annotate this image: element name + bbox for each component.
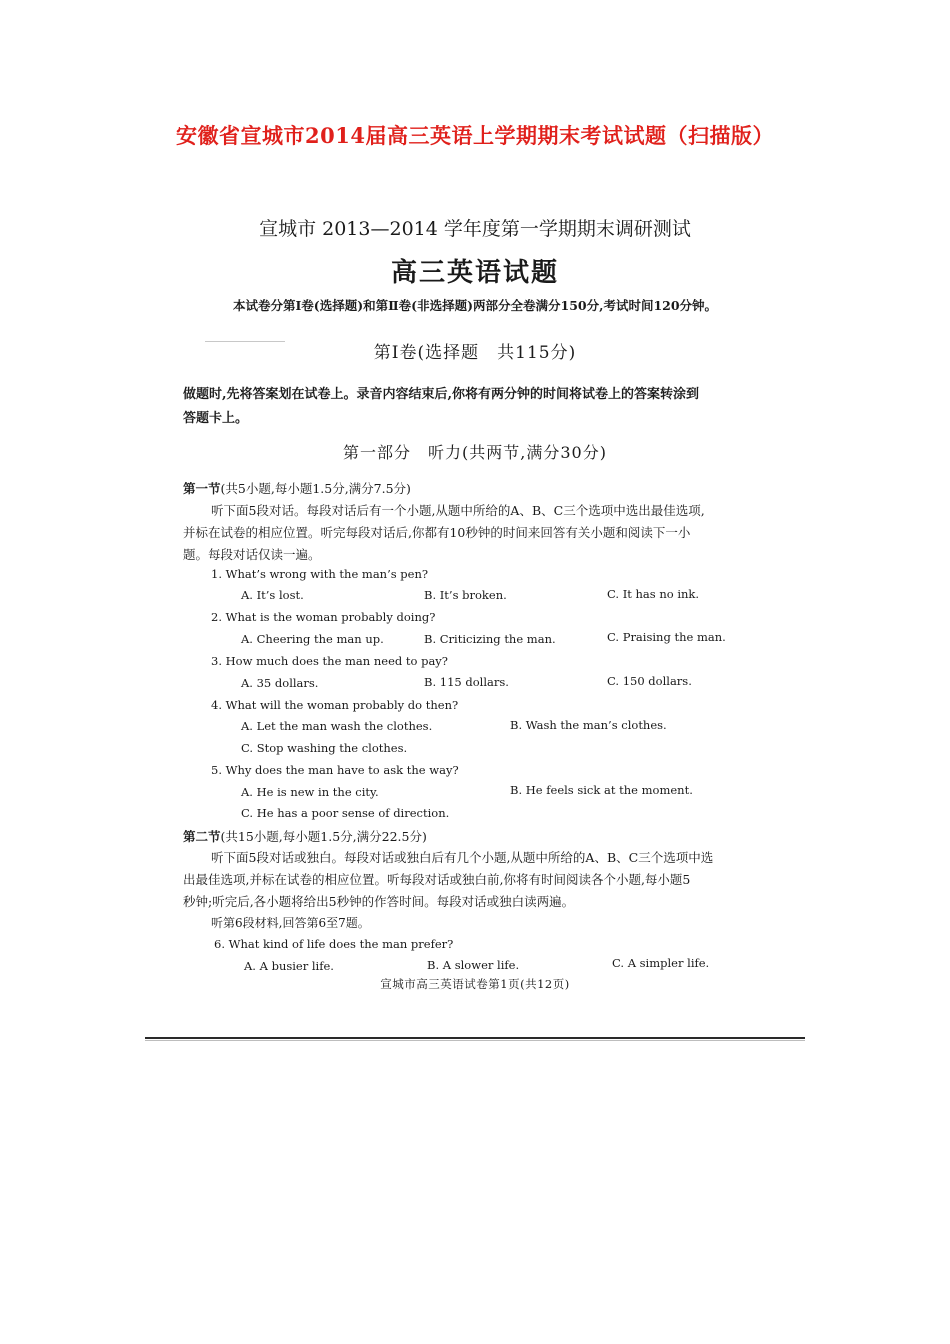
option-a: A. Let the man wash the clothes. xyxy=(241,719,433,733)
option-a: A. He is new in the city. xyxy=(241,785,379,799)
option-a: A. A busier life. xyxy=(244,959,334,973)
option-a: A. It’s lost. xyxy=(241,588,304,602)
option-a: A. 35 dollars. xyxy=(241,676,319,690)
question-stem: 6. What kind of life does the man prefer? xyxy=(214,937,454,951)
question-stem: 3. How much does the man need to pay? xyxy=(211,654,448,668)
page-footer: 宣城市高三英语试卷第1页(共12页) xyxy=(380,977,570,991)
document-title: 安徽省宣城市2014届高三英语上学期期末考试试题（扫描版） xyxy=(176,123,774,148)
question-stem: 5. Why does the man have to ask the way? xyxy=(211,763,459,777)
option-b: B. A slower life. xyxy=(427,958,520,972)
exam-header: 宣城市 2013—2014 学年度第一学期期末调研测试 xyxy=(259,218,691,240)
option-b: B. Wash the man’s clothes. xyxy=(510,718,667,732)
volume-title: 第Ⅰ卷(选择题 共115分) xyxy=(373,343,577,363)
option-c: C. 150 dollars. xyxy=(607,674,692,688)
section1-para-line-3: 题。每段对话仅读一遍。 xyxy=(183,547,321,562)
option-c: C. Stop washing the clothes. xyxy=(241,741,408,755)
material-note: 听第6段材料,回答第6至7题。 xyxy=(211,916,370,930)
section2-title-bold: 第二节 xyxy=(183,829,221,844)
section2-para-line-3: 秒钟;听完后,各小题将给出5秒钟的作答时间。每段对话或独白读两遍。 xyxy=(183,894,575,909)
instruction-line-2: 答题卡上。 xyxy=(183,411,249,426)
section1-title-rest: (共5小题,每小题1.5分,满分7.5分) xyxy=(220,481,411,496)
question-stem: 1. What’s wrong with the man’s pen? xyxy=(211,567,429,581)
section1-para-line-1: 听下面5段对话。每段对话后有一个小题,从题中所给的A、B、C三个选项中选出最佳选项, xyxy=(211,503,705,518)
exam-subject-title: 高三英语试题 xyxy=(390,258,559,288)
option-b: B. 115 dollars. xyxy=(424,675,509,689)
option-c: C. It has no ink. xyxy=(607,587,700,601)
instruction-line-1: 做题时,先将答案划在试卷上。录音内容结束后,你将有两分钟的时间将试卷上的答案转涂到 xyxy=(183,387,700,402)
bottom-rule xyxy=(145,1037,805,1039)
section1-title-bold: 第一节 xyxy=(183,481,221,496)
option-a: A. Cheering the man up. xyxy=(241,632,384,646)
option-b: B. Criticizing the man. xyxy=(424,632,556,646)
option-b: B. He feels sick at the moment. xyxy=(510,783,693,797)
option-b: B. It’s broken. xyxy=(424,588,507,602)
part-title: 第一部分 听力(共两节,满分30分) xyxy=(343,443,607,462)
section1-title xyxy=(183,479,411,497)
section2-para-line-2: 出最佳选项,并标在试卷的相应位置。听每段对话或独白前,你将有时间阅读各个小题,每小题5 xyxy=(183,872,691,887)
exam-intro: 本试卷分第Ⅰ卷(选择题)和第Ⅱ卷(非选择题)两部分全卷满分150分,考试时间120分钟。 xyxy=(232,298,718,313)
section2-title xyxy=(183,827,427,845)
question-stem: 2. What is the woman probably doing? xyxy=(211,610,436,624)
section2-title-rest: (共15小题,每小题1.5分,满分22.5分) xyxy=(220,829,427,844)
option-c: C. He has a poor sense of direction. xyxy=(241,806,450,820)
question-stem: 4. What will the woman probably do then? xyxy=(211,698,459,712)
option-c: C. A simpler life. xyxy=(612,956,710,970)
section2-para-line-1: 听下面5段对话或独白。每段对话或独白后有几个小题,从题中所给的A、B、C三个选项中选 xyxy=(211,850,714,865)
bottom-rule-shadow xyxy=(145,1040,805,1041)
section1-para-line-2: 并标在试卷的相应位置。听完每段对话后,你都有10秒钟的时间来回答有关小题和阅读下一小 xyxy=(183,525,691,540)
option-c: C. Praising the man. xyxy=(607,630,726,644)
